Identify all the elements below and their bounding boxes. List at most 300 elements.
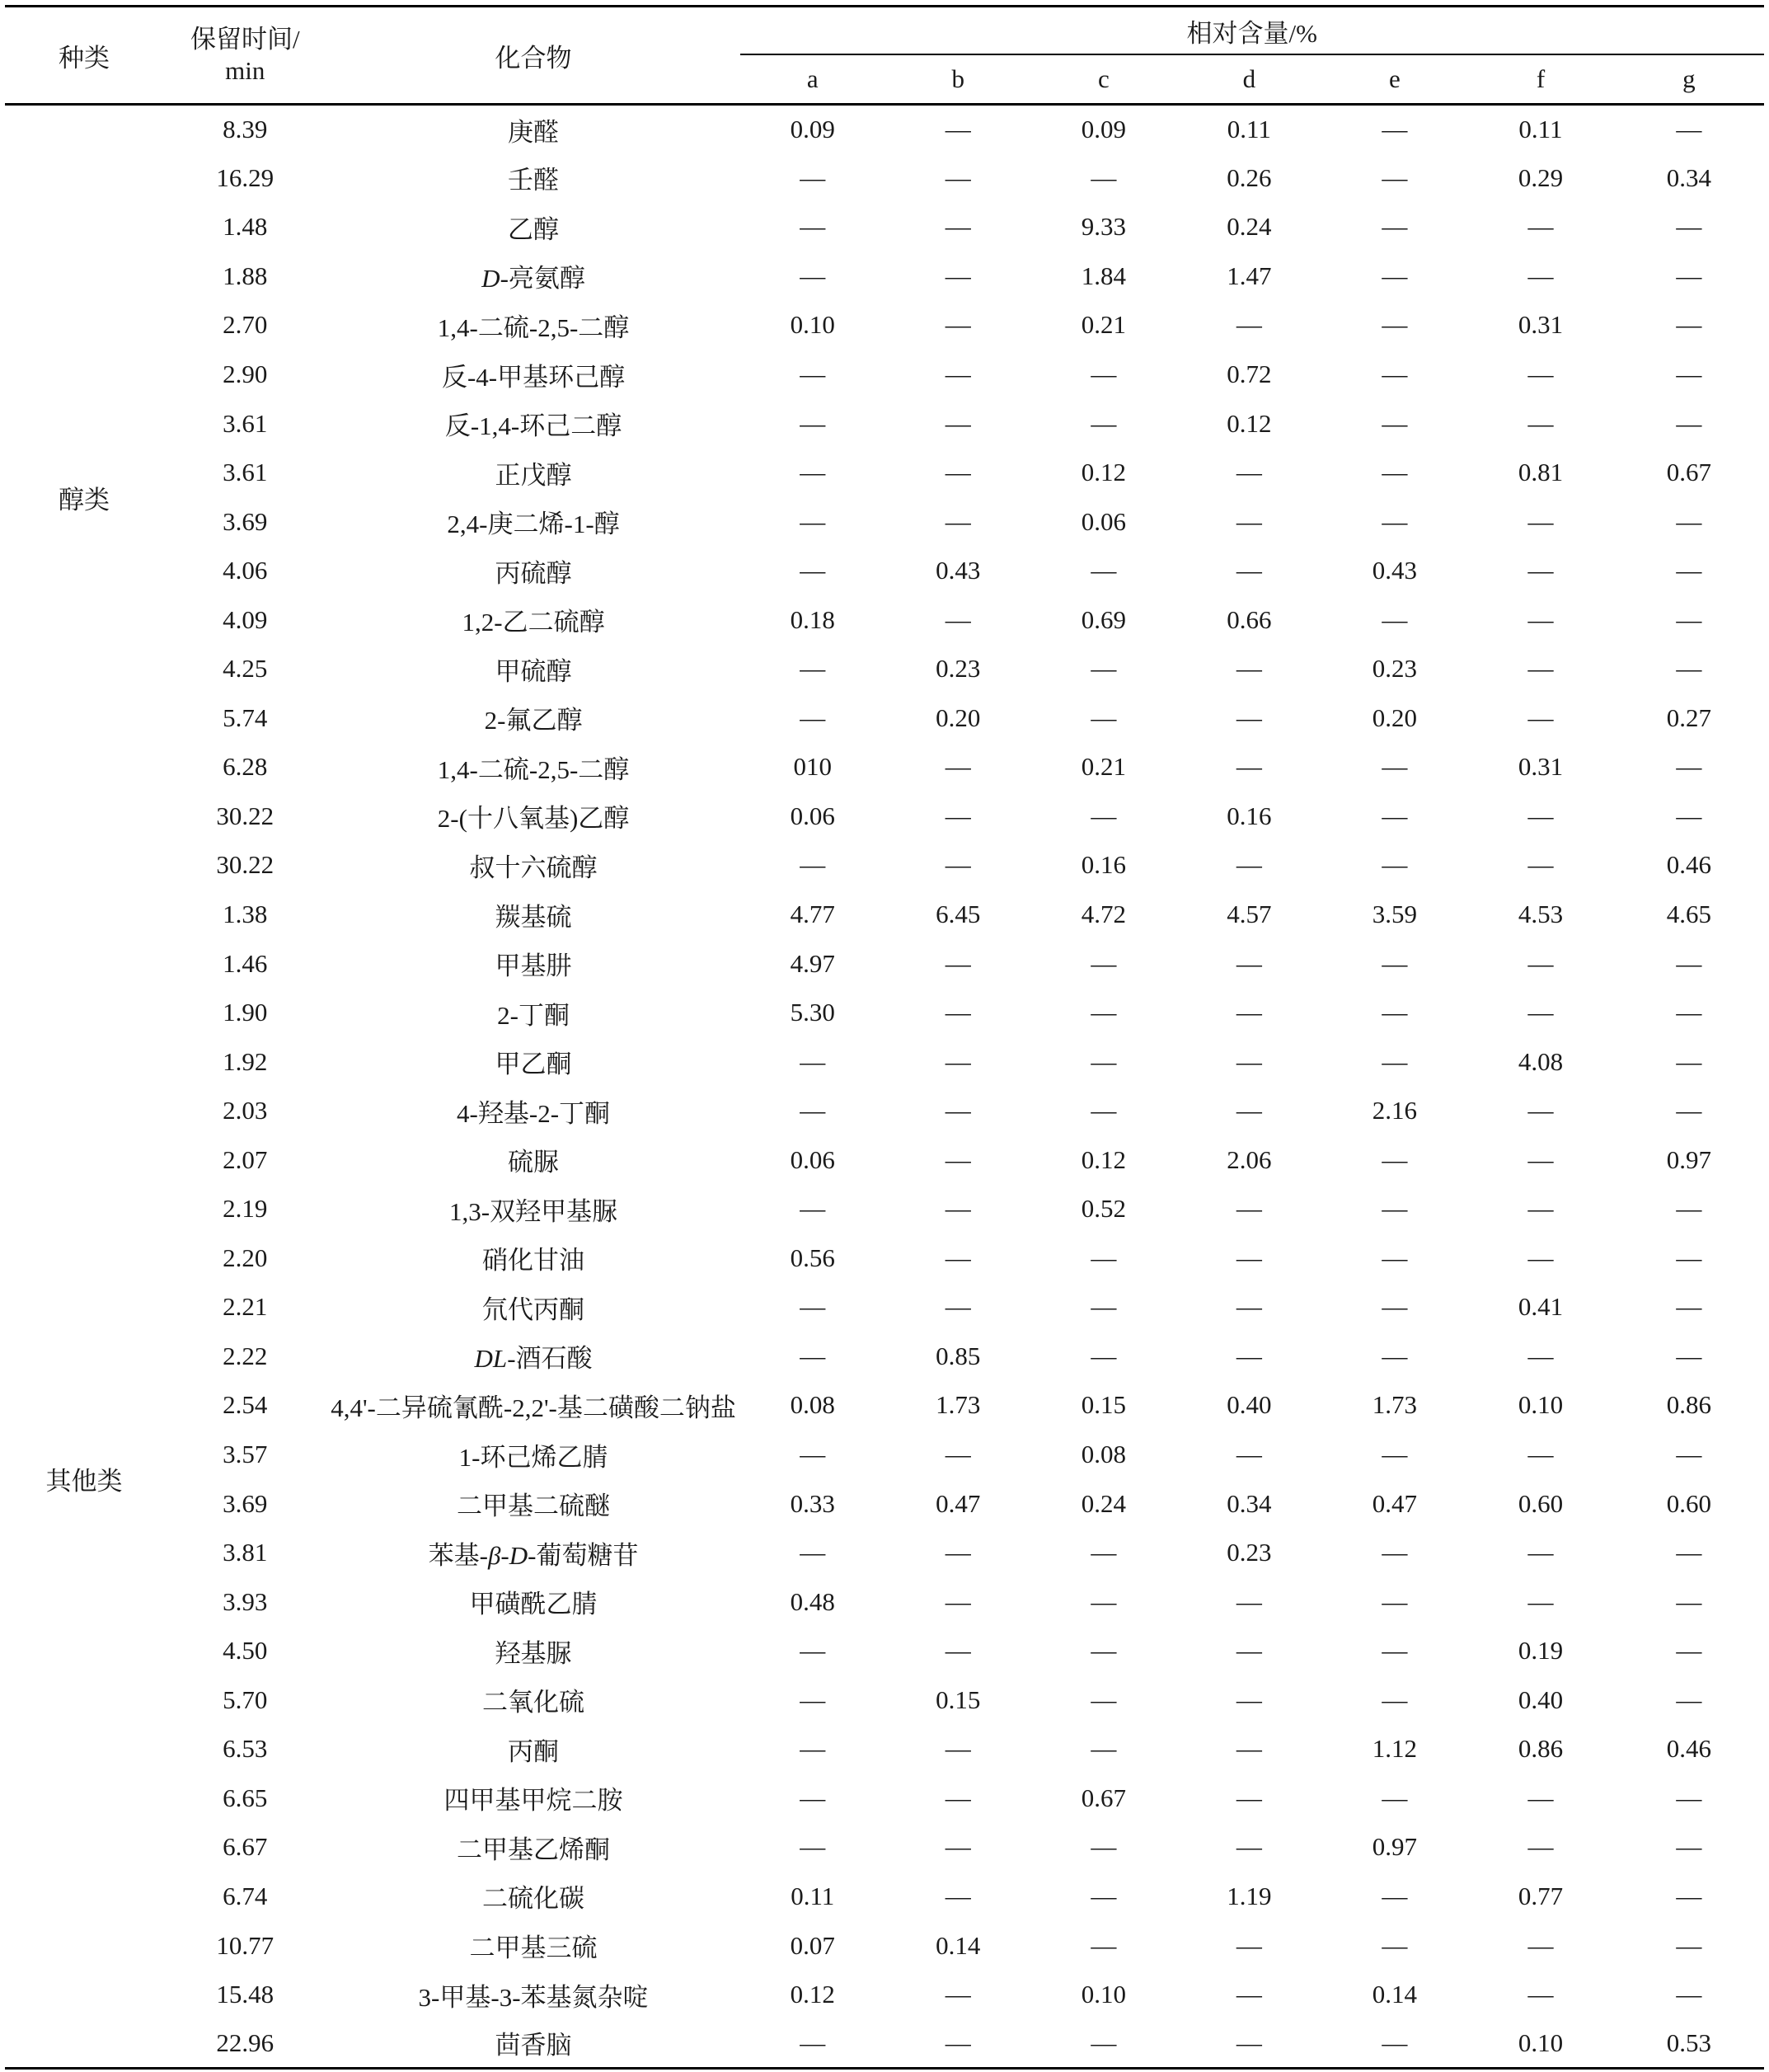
- retention-time-cell: 2.20: [223, 1243, 268, 1272]
- compound-cell: 四甲基甲烷二胺: [443, 1786, 623, 1816]
- value-cell-b: —: [945, 1538, 971, 1567]
- value-cell-g: —: [1676, 1930, 1702, 1960]
- table-row: [5, 1233, 1764, 1283]
- value-cell-c: —: [1091, 654, 1117, 684]
- value-cell-g: —: [1676, 752, 1702, 782]
- header-sample-c: c: [1031, 54, 1177, 105]
- retention-time-cell: 3.61: [223, 408, 268, 438]
- table-row: [5, 595, 1764, 645]
- retention-time-cell: 16.29: [216, 162, 274, 192]
- value-cell-a: 4.97: [790, 948, 835, 978]
- compound-cell: DL-酒石酸: [474, 1344, 593, 1374]
- value-cell-d: —: [1236, 1440, 1262, 1469]
- value-cell-e: 0.14: [1372, 1980, 1418, 2009]
- table-row: [5, 251, 1764, 301]
- table-row: [5, 497, 1764, 547]
- value-cell-e: —: [1382, 1243, 1408, 1272]
- value-cell-a: 0.48: [790, 1586, 835, 1616]
- value-cell-g: —: [1676, 604, 1702, 634]
- value-cell-c: 0.16: [1081, 850, 1126, 880]
- value-cell-d: 0.16: [1227, 801, 1272, 830]
- value-cell-c: 0.15: [1081, 1390, 1126, 1420]
- table-row: [5, 1381, 1764, 1431]
- value-cell-b: 0.23: [936, 654, 981, 684]
- compound-cell: 壬醛: [508, 166, 560, 195]
- table-row: [5, 105, 1764, 154]
- value-cell-a: 5.30: [790, 998, 835, 1027]
- value-cell-b: —: [945, 1046, 971, 1076]
- value-cell-b: —: [945, 1783, 971, 1812]
- value-cell-b: —: [945, 850, 971, 880]
- value-cell-g: —: [1676, 1881, 1702, 1910]
- compound-cell: 二甲基三硫: [469, 1933, 598, 1962]
- value-cell-a: —: [800, 556, 826, 585]
- retention-time-cell: 2.07: [223, 1144, 268, 1174]
- retention-time-cell: 6.74: [223, 1881, 268, 1910]
- value-cell-b: —: [945, 604, 971, 634]
- value-cell-f: 0.11: [1518, 115, 1563, 144]
- value-cell-b: 0.14: [936, 1930, 981, 1960]
- value-cell-a: 0.08: [790, 1390, 835, 1420]
- value-cell-d: —: [1236, 458, 1262, 487]
- retention-time-cell: 1.92: [223, 1046, 268, 1076]
- value-cell-b: —: [945, 310, 971, 340]
- compound-cell: 甲乙酮: [495, 1050, 572, 1079]
- table-row: [5, 1774, 1764, 1823]
- value-cell-f: —: [1527, 261, 1554, 290]
- value-cell-b: —: [945, 1292, 971, 1322]
- value-cell-g: —: [1676, 1194, 1702, 1224]
- retention-time-cell: 6.53: [223, 1734, 268, 1764]
- value-cell-c: 0.52: [1081, 1194, 1126, 1224]
- table-row: [5, 1921, 1764, 1971]
- value-cell-c: 9.33: [1081, 212, 1126, 242]
- compound-cell: 庚醛: [508, 117, 560, 147]
- retention-time-cell: 1.48: [223, 212, 268, 242]
- value-cell-c: —: [1091, 1734, 1117, 1764]
- value-cell-e: —: [1382, 1341, 1408, 1370]
- table-row: [5, 1135, 1764, 1185]
- value-cell-g: —: [1676, 1684, 1702, 1714]
- value-cell-e: —: [1382, 2027, 1408, 2057]
- value-cell-e: —: [1382, 162, 1408, 192]
- value-cell-f: —: [1527, 1144, 1554, 1174]
- value-cell-c: —: [1091, 2027, 1117, 2057]
- value-cell-d: —: [1236, 850, 1262, 880]
- value-cell-b: —: [945, 2027, 971, 2057]
- value-cell-f: 0.41: [1518, 1292, 1564, 1322]
- value-cell-g: —: [1676, 1046, 1702, 1076]
- value-cell-f: —: [1527, 1586, 1554, 1616]
- header-retention-time: [163, 7, 327, 105]
- value-cell-d: 2.06: [1227, 1144, 1272, 1174]
- value-cell-b: —: [945, 801, 971, 830]
- table-row: [5, 546, 1764, 595]
- value-cell-e: 2.16: [1372, 1096, 1418, 1125]
- header-sample-e: e: [1322, 54, 1468, 105]
- compound-cell: 正戊醇: [495, 460, 572, 490]
- value-cell-d: —: [1236, 2027, 1262, 2057]
- value-cell-g: —: [1676, 998, 1702, 1027]
- value-cell-e: —: [1382, 1440, 1408, 1469]
- table-row: [5, 1626, 1764, 1675]
- compound-cell: 茴香脑: [495, 2031, 572, 2060]
- value-cell-e: —: [1382, 261, 1408, 290]
- value-cell-d: —: [1236, 1046, 1262, 1076]
- table-row: [5, 153, 1764, 203]
- value-cell-d: —: [1236, 1684, 1262, 1714]
- value-cell-e: 1.12: [1372, 1734, 1418, 1764]
- value-cell-f: —: [1527, 702, 1554, 732]
- value-cell-a: —: [800, 654, 826, 684]
- retention-time-cell: 6.28: [223, 752, 268, 782]
- retention-time-cell: 2.22: [223, 1341, 268, 1370]
- header-retention-time-label: 保留时间/ min: [190, 25, 300, 85]
- table-row: [5, 203, 1764, 252]
- retention-time-cell: 2.21: [223, 1292, 268, 1322]
- value-cell-e: —: [1382, 1538, 1408, 1567]
- value-cell-g: —: [1676, 1636, 1702, 1666]
- value-cell-d: —: [1236, 1832, 1262, 1862]
- value-cell-d: 0.34: [1227, 1488, 1272, 1518]
- value-cell-e: —: [1382, 408, 1408, 438]
- value-cell-c: —: [1091, 1046, 1117, 1076]
- compound-cell: 甲磺酰乙腈: [469, 1590, 598, 1619]
- retention-time-cell: 3.93: [223, 1586, 268, 1616]
- value-cell-f: —: [1527, 1341, 1554, 1370]
- value-cell-c: —: [1091, 801, 1117, 830]
- value-cell-f: —: [1527, 1930, 1554, 1960]
- value-cell-c: 0.10: [1081, 1980, 1126, 2009]
- value-cell-d: 0.72: [1227, 359, 1272, 388]
- retention-time-cell: 1.46: [223, 948, 268, 978]
- value-cell-g: —: [1676, 801, 1702, 830]
- compound-cell: 甲硫醇: [495, 656, 572, 686]
- compound-cell: 丙酮: [508, 1736, 560, 1766]
- compound-cell: 氘代丙酮: [482, 1294, 585, 1324]
- retention-time-cell: 2.70: [223, 310, 268, 340]
- value-cell-c: —: [1091, 1881, 1117, 1910]
- retention-time-cell: 4.50: [223, 1636, 268, 1666]
- value-cell-g: —: [1676, 1292, 1702, 1322]
- value-cell-e: —: [1382, 1292, 1408, 1322]
- value-cell-f: —: [1527, 1096, 1554, 1125]
- value-cell-c: 0.24: [1081, 1488, 1126, 1518]
- header-sample-d: d: [1176, 54, 1322, 105]
- compound-cell: 二甲基乙烯酮: [457, 1835, 611, 1864]
- compound-cell: 2-丁酮: [497, 1000, 570, 1030]
- retention-time-cell: 1.88: [223, 261, 268, 290]
- table-row: [5, 743, 1764, 792]
- value-cell-a: 4.77: [790, 900, 835, 929]
- value-cell-f: —: [1527, 1538, 1554, 1567]
- table-row: [5, 1823, 1764, 1872]
- value-cell-g: —: [1676, 1783, 1702, 1812]
- value-cell-b: —: [945, 1440, 971, 1469]
- value-cell-a: —: [800, 2027, 826, 2057]
- retention-time-cell: 2.90: [223, 359, 268, 388]
- value-cell-b: —: [945, 1586, 971, 1616]
- value-cell-g: 0.46: [1666, 850, 1712, 880]
- value-cell-f: —: [1527, 556, 1554, 585]
- value-cell-e: —: [1382, 359, 1408, 388]
- value-cell-d: 0.66: [1227, 604, 1272, 634]
- value-cell-a: —: [800, 1341, 826, 1370]
- value-cell-d: —: [1236, 1980, 1262, 2009]
- value-cell-e: —: [1382, 1046, 1408, 1076]
- compound-cell: 羟基脲: [495, 1638, 572, 1668]
- value-cell-a: 0.07: [790, 1930, 835, 1960]
- value-cell-g: —: [1676, 1341, 1702, 1370]
- value-cell-c: —: [1091, 162, 1117, 192]
- value-cell-g: —: [1676, 948, 1702, 978]
- value-cell-a: 010: [793, 752, 833, 782]
- value-cell-c: 0.06: [1081, 506, 1126, 536]
- value-cell-b: 0.47: [936, 1488, 981, 1518]
- value-cell-b: —: [945, 1980, 971, 2009]
- value-cell-e: 1.73: [1372, 1390, 1418, 1420]
- value-cell-c: 0.21: [1081, 752, 1126, 782]
- compound-cell: 1,3-双羟甲基脲: [449, 1196, 618, 1226]
- value-cell-e: —: [1382, 1881, 1408, 1910]
- value-cell-c: —: [1091, 359, 1117, 388]
- value-cell-f: 4.08: [1518, 1046, 1564, 1076]
- header-compound: 化合物: [327, 7, 740, 105]
- value-cell-g: 4.65: [1666, 900, 1712, 929]
- value-cell-g: 0.67: [1666, 458, 1712, 487]
- value-cell-f: —: [1527, 948, 1554, 978]
- value-cell-c: 4.72: [1081, 900, 1126, 929]
- compound-cell: 二甲基二硫醚: [457, 1492, 611, 1521]
- value-cell-f: —: [1527, 359, 1554, 388]
- value-cell-b: 1.73: [936, 1390, 981, 1420]
- value-cell-c: —: [1091, 1341, 1117, 1370]
- value-cell-e: —: [1382, 1144, 1408, 1174]
- value-cell-e: —: [1382, 604, 1408, 634]
- value-cell-e: 0.43: [1372, 556, 1418, 585]
- value-cell-a: 0.10: [790, 310, 835, 340]
- value-cell-c: —: [1091, 1930, 1117, 1960]
- value-cell-g: —: [1676, 1980, 1702, 2009]
- compound-cell: 苯基-β-D-葡萄糖苷: [428, 1540, 639, 1570]
- table-header: [5, 7, 1764, 105]
- value-cell-a: 0.06: [790, 1144, 835, 1174]
- value-cell-b: —: [945, 1881, 971, 1910]
- value-cell-d: —: [1236, 752, 1262, 782]
- retention-time-cell: 30.22: [216, 850, 274, 880]
- value-cell-b: —: [945, 1636, 971, 1666]
- table-row: [5, 939, 1764, 989]
- value-cell-f: 0.60: [1518, 1488, 1564, 1518]
- value-cell-c: 0.08: [1081, 1440, 1126, 1469]
- compound-cell: 4,4'-二异硫氰酰-2,2'-基二磺酸二钠盐: [331, 1393, 736, 1422]
- value-cell-d: —: [1236, 556, 1262, 585]
- retention-time-cell: 1.90: [223, 998, 268, 1027]
- value-cell-f: —: [1527, 1194, 1554, 1224]
- value-cell-d: —: [1236, 1586, 1262, 1616]
- value-cell-d: —: [1236, 1930, 1262, 1960]
- table-row: [5, 1283, 1764, 1332]
- value-cell-c: 0.12: [1081, 458, 1126, 487]
- value-cell-e: —: [1382, 998, 1408, 1027]
- value-cell-f: 0.81: [1518, 458, 1564, 487]
- header-sample-a: a: [740, 54, 886, 105]
- table-row: [5, 1086, 1764, 1135]
- value-cell-e: —: [1382, 948, 1408, 978]
- retention-time-cell: 4.06: [223, 556, 268, 585]
- compound-cell: 硫脲: [508, 1148, 560, 1177]
- value-cell-f: —: [1527, 1783, 1554, 1812]
- value-cell-d: —: [1236, 1636, 1262, 1666]
- table-row: [5, 350, 1764, 399]
- value-cell-f: 0.29: [1518, 162, 1564, 192]
- value-cell-f: —: [1527, 1440, 1554, 1469]
- compound-cell: 叔十六硫醇: [469, 853, 598, 882]
- value-cell-d: —: [1236, 1783, 1262, 1812]
- data-table: [5, 5, 1764, 2070]
- retention-time-cell: 8.39: [223, 115, 268, 144]
- retention-time-cell: 4.09: [223, 604, 268, 634]
- value-cell-d: 0.26: [1227, 162, 1272, 192]
- value-cell-f: 0.86: [1518, 1734, 1564, 1764]
- value-cell-c: —: [1091, 1832, 1117, 1862]
- retention-time-cell: 3.57: [223, 1440, 268, 1469]
- value-cell-g: —: [1676, 1832, 1702, 1862]
- value-cell-a: —: [800, 506, 826, 536]
- value-cell-f: —: [1527, 654, 1554, 684]
- value-cell-a: —: [800, 1538, 826, 1567]
- value-cell-a: —: [800, 1096, 826, 1125]
- value-cell-b: 0.20: [936, 702, 981, 732]
- value-cell-b: —: [945, 1096, 971, 1125]
- header-relative-content: 相对含量/%: [740, 7, 1765, 55]
- value-cell-c: 0.69: [1081, 604, 1126, 634]
- value-cell-e: 0.20: [1372, 702, 1418, 732]
- table-row: [5, 988, 1764, 1037]
- table-row: [5, 890, 1764, 939]
- value-cell-b: —: [945, 752, 971, 782]
- value-cell-d: 0.24: [1227, 212, 1272, 242]
- table-row: [5, 1037, 1764, 1087]
- value-cell-f: —: [1527, 604, 1554, 634]
- value-cell-c: —: [1091, 998, 1117, 1027]
- value-cell-g: —: [1676, 359, 1702, 388]
- value-cell-e: —: [1382, 850, 1408, 880]
- value-cell-b: —: [945, 261, 971, 290]
- value-cell-e: —: [1382, 115, 1408, 144]
- header-sample-f: f: [1467, 54, 1614, 105]
- value-cell-f: —: [1527, 1980, 1554, 2009]
- retention-time-cell: 3.69: [223, 1488, 268, 1518]
- table-row: [5, 1675, 1764, 1725]
- value-cell-c: 0.09: [1081, 115, 1126, 144]
- table-row: [5, 448, 1764, 497]
- value-cell-a: —: [800, 1734, 826, 1764]
- value-cell-g: 0.34: [1666, 162, 1712, 192]
- value-cell-d: 0.23: [1227, 1538, 1272, 1567]
- value-cell-b: —: [945, 506, 971, 536]
- table-row: [5, 1725, 1764, 1774]
- value-cell-c: —: [1091, 948, 1117, 978]
- value-cell-g: —: [1676, 310, 1702, 340]
- value-cell-d: —: [1236, 1096, 1262, 1125]
- value-cell-b: —: [945, 1734, 971, 1764]
- category-cell: 其他类: [45, 1466, 123, 1496]
- compound-cell: 1,4-二硫-2,5-二醇: [437, 312, 630, 342]
- table-row: [5, 1332, 1764, 1381]
- value-cell-a: —: [800, 1783, 826, 1812]
- value-cell-e: —: [1382, 752, 1408, 782]
- value-cell-a: —: [800, 212, 826, 242]
- table-row: [5, 1430, 1764, 1479]
- value-cell-e: —: [1382, 458, 1408, 487]
- value-cell-a: —: [800, 702, 826, 732]
- value-cell-d: —: [1236, 1194, 1262, 1224]
- value-cell-g: —: [1676, 654, 1702, 684]
- value-cell-a: 0.06: [790, 801, 835, 830]
- compound-cell: 羰基硫: [495, 902, 572, 932]
- compound-cell: 1,4-二硫-2,5-二醇: [437, 754, 630, 784]
- compound-cell: 2,4-庚二烯-1-醇: [447, 510, 620, 539]
- retention-time-cell: 15.48: [216, 1980, 274, 2009]
- value-cell-d: —: [1236, 998, 1262, 1027]
- value-cell-a: —: [800, 1684, 826, 1714]
- compound-cell: 甲基肼: [495, 951, 572, 981]
- table-row: [5, 1970, 1764, 2019]
- value-cell-f: 4.53: [1518, 900, 1564, 929]
- value-cell-c: —: [1091, 1538, 1117, 1567]
- value-cell-b: —: [945, 458, 971, 487]
- table-row: [5, 841, 1764, 890]
- value-cell-c: 1.84: [1081, 261, 1126, 290]
- value-cell-c: —: [1091, 702, 1117, 732]
- compound-cell: 二氧化硫: [482, 1688, 585, 1717]
- value-cell-e: —: [1382, 1636, 1408, 1666]
- value-cell-a: 0.33: [790, 1488, 835, 1518]
- compound-cell: 反-1,4-环己二醇: [444, 411, 622, 441]
- value-cell-a: —: [800, 162, 826, 192]
- retention-time-cell: 10.77: [216, 1930, 274, 1960]
- value-cell-a: 0.56: [790, 1243, 835, 1272]
- value-cell-f: —: [1527, 801, 1554, 830]
- value-cell-g: —: [1676, 115, 1702, 144]
- header-category: 种类: [5, 7, 163, 105]
- compound-cell: 3-甲基-3-苯基氮杂啶: [418, 1982, 649, 2012]
- value-cell-e: —: [1382, 212, 1408, 242]
- value-cell-d: —: [1236, 948, 1262, 978]
- value-cell-e: —: [1382, 1930, 1408, 1960]
- value-cell-a: —: [800, 1832, 826, 1862]
- value-cell-b: —: [945, 948, 971, 978]
- table-row: [5, 2019, 1764, 2069]
- value-cell-c: 0.67: [1081, 1783, 1126, 1812]
- retention-time-cell: 2.03: [223, 1096, 268, 1125]
- value-cell-b: —: [945, 1144, 971, 1174]
- table-row: [5, 1528, 1764, 1577]
- retention-time-cell: 6.65: [223, 1783, 268, 1812]
- value-cell-b: —: [945, 1194, 971, 1224]
- value-cell-f: 0.77: [1518, 1881, 1564, 1910]
- value-cell-g: —: [1676, 408, 1702, 438]
- value-cell-g: —: [1676, 506, 1702, 536]
- table-row: [5, 792, 1764, 841]
- value-cell-d: —: [1236, 702, 1262, 732]
- value-cell-e: —: [1382, 1783, 1408, 1812]
- value-cell-d: —: [1236, 310, 1262, 340]
- compound-cell: 4-羟基-2-丁酮: [457, 1098, 611, 1128]
- value-cell-f: 0.10: [1518, 1390, 1564, 1420]
- value-cell-d: —: [1236, 1341, 1262, 1370]
